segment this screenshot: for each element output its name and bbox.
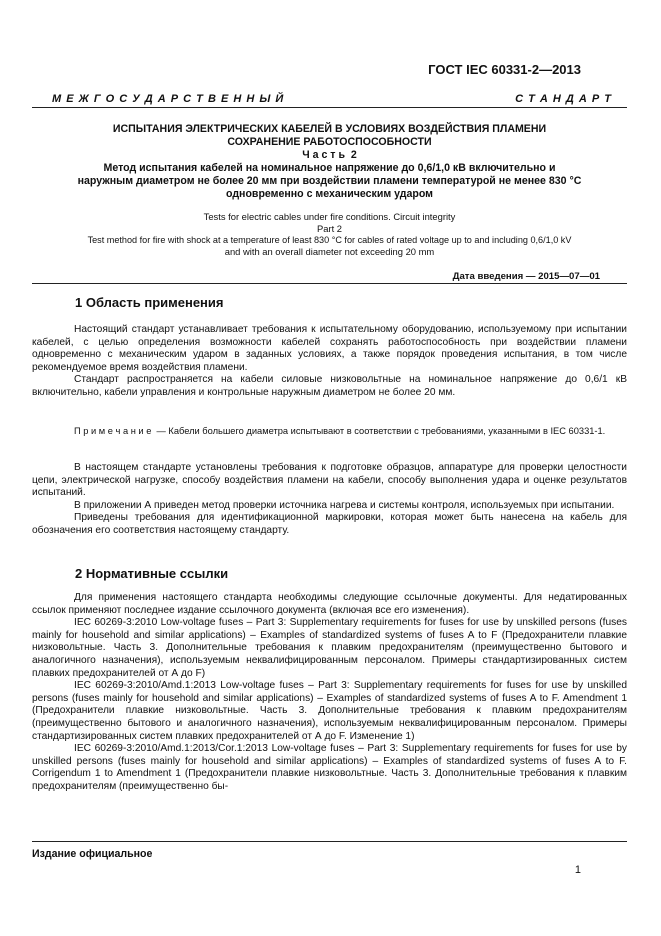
section-1-paragraph-1: Настоящий стандарт устанавливает требования к испытательному оборудованию, используемому при испытании кабелей, с целью определения возможности кабелей сохранять работоспособность при воздействии пламени одновременно с механическим ударом в заданных условиях, а также порядок проведения испытания, в том числе рекомендуемое время воздействия пламени. bbox=[32, 324, 627, 373]
date-rule bbox=[32, 283, 627, 284]
banner-left: М Е Ж Г О С У Д А Р С Т В Е Н Н Ы Й bbox=[52, 93, 285, 105]
section-2-paragraph-3: IEC 60269-3:2010/Amd.1:2013 Low-voltage fuses – Part 3: Supplementary requirements for fuses for use by unskilled persons (fuses mainly for household and similar applications) – Examples of standardized systems of fuses A to F. Amendment 1 (Предохранители плавкие низковольтные. Часть 3. Дополнительные требования к плавким предохранителям (преимущественно бытового и аналогичного назначения), используемым неквалифицированным персоналом. Примеры стандартизированных систем плавких предохранителей от А до F. Изменение 1) bbox=[32, 680, 627, 742]
section-1-body-continued bbox=[32, 462, 627, 538]
title-line-5: наружным диаметром не более 20 мм при воздействии пламени температурой не менее 830 °С bbox=[77, 175, 582, 187]
title-line-2: СОХРАНЕНИЕ РАБОТОСПОСОБНОСТИ bbox=[227, 136, 432, 148]
english-line-3: Test method for fire with shock at a temperature of least 830 °C for cables of rated voltage up to and including 0,6/1,0 kV bbox=[87, 234, 572, 245]
section-2-body bbox=[32, 592, 627, 794]
footer-rule bbox=[32, 841, 627, 842]
banner-right: С Т А Н Д А Р Т bbox=[515, 93, 612, 105]
title-line-1: ИСПЫТАНИЯ ЭЛЕКТРИЧЕСКИХ КАБЕЛЕЙ В УСЛОВИЯХ ВОЗДЕЙСТВИЯ ПЛАМЕНИ bbox=[112, 123, 547, 135]
section-2-paragraph-2: IEC 60269-3:2010 Low-voltage fuses – Part 3: Supplementary requirements for fuses for use by unskilled persons (fuses mainly for household and similar applications) – Examples of standardized systems of fuses A to F (Предохранители плавкие низковольтные. Часть 3. Дополнительные требования к плавким предохранителям (преимущественно бытового и аналогичного назначения), используемым неквалифицированным персоналом. Примеры стандартизированных систем плавких предохранителей от А до F) bbox=[32, 617, 627, 679]
title-line-6: одновременно с механическим ударом bbox=[226, 188, 433, 200]
page-number: 1 bbox=[574, 864, 581, 876]
title-line-4: Метод испытания кабелей на номинальное напряжение до 0,6/1,0 кВ включительно и bbox=[103, 162, 556, 174]
english-line-2: Part 2 bbox=[316, 222, 342, 234]
english-line-1: Tests for electric cables under fire conditions. Circuit integrity bbox=[203, 211, 456, 222]
section-1-note bbox=[32, 425, 627, 437]
standard-banner bbox=[52, 93, 612, 105]
section-2-paragraph-4: IEC 60269-3:2010/Amd.1:2013/Cor.1:2013 Low-voltage fuses – Part 3: Supplementary requirements for fuses for use by unskilled persons (fuses mainly for household and similar applications) – Examples of standardized systems of fuses A to F. Corrigendum 1 to Amendment 1 (Предохранители плавкие низковольтные. Часть 3. Дополнительные требования к плавким предохранителям (преимущественно бы- bbox=[32, 743, 627, 792]
standard-code: ГОСТ IEC 60331-2—2013 bbox=[428, 62, 581, 77]
english-title bbox=[32, 211, 627, 258]
section-1-heading: 1 Область применения bbox=[75, 295, 224, 310]
section-1-paragraph-4: В приложении А приведен метод проверки источника нагрева и системы контроля, используемых при испытании. bbox=[74, 499, 615, 511]
edition-label: Издание официальное bbox=[32, 848, 153, 860]
section-2-paragraph-1: Для применения настоящего стандарта необходимы следующие ссылочные документы. Для недатированных ссылок применяют последнее издание ссылочного документа (включая все его изменения). bbox=[32, 592, 627, 616]
note-text: П р и м е ч а н и е — Кабели большего диаметра испытывают в соответствии с требованиями, указанными в IEC 60331-1. bbox=[74, 426, 606, 436]
section-1-body bbox=[32, 324, 627, 400]
section-1-paragraph-3: В настоящем стандарте установлены требования к подготовке образцов, аппаратуре для проверки целостности цепи, электрической нагрузке, способу воздействия пламени на кабели, способу выполнения удара и оценке результатов испытаний. bbox=[32, 462, 627, 499]
banner-rule bbox=[32, 107, 627, 108]
title-line-3: Ч а с т ь 2 bbox=[302, 149, 357, 161]
section-1-paragraph-5: Приведены требования для идентификационной маркировки, которая может быть нанесена на кабель для обозначения его соответствия настоящему стандарту. bbox=[32, 512, 627, 536]
english-line-4: and with an overall diameter not exceeding 20 mm bbox=[224, 246, 435, 258]
introduction-date: Дата введения — 2015—07—01 bbox=[452, 271, 600, 282]
section-2-heading: 2 Нормативные ссылки bbox=[75, 566, 229, 581]
russian-title bbox=[32, 123, 627, 201]
section-1-paragraph-2: Стандарт распространяется на кабели силовые низковольтные на номинальное напряжение до 0,6/1 кВ включительно, кабели управления и контрольные наружным диаметром не более 20 мм. bbox=[32, 374, 627, 398]
